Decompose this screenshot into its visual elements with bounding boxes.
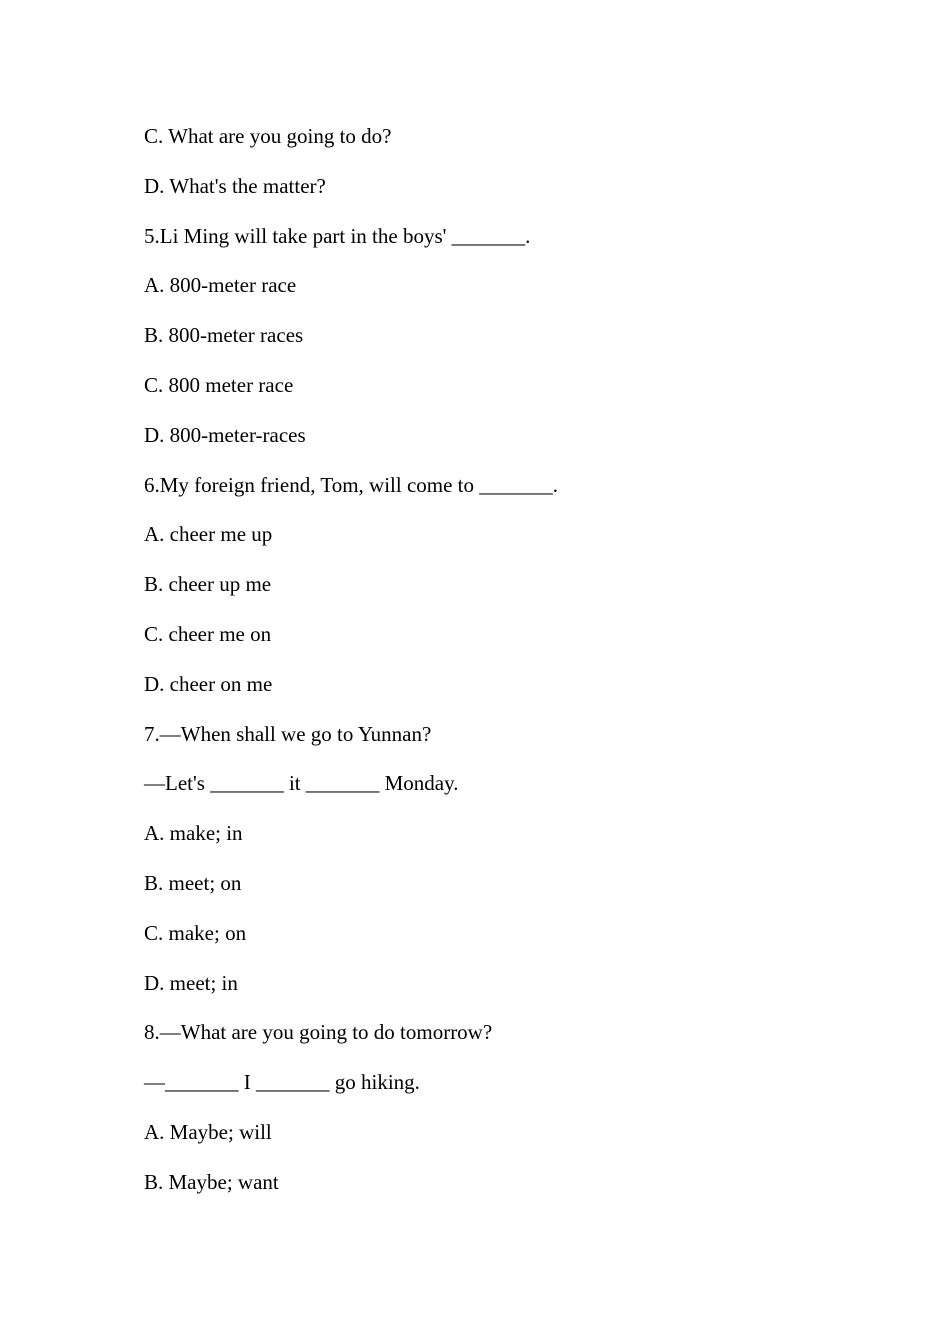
option-5d: D. 800-meter-races	[144, 422, 306, 447]
question-6: 6.My foreign friend, Tom, will come to _______.	[144, 472, 559, 497]
question-5: 5.Li Ming will take part in the boys' _______.	[144, 223, 531, 248]
option-6a: A. cheer me up	[144, 522, 273, 547]
question-7-response: —Let's _______ it _______ Monday.	[144, 771, 459, 796]
question-7: 7.—When shall we go to Yunnan?	[144, 721, 432, 746]
document-page	[144, 122, 864, 1218]
option-6b: B. cheer up me	[144, 572, 272, 597]
option-6d: D. cheer on me	[144, 671, 273, 696]
question-8: 8.—What are you going to do tomorrow?	[144, 1020, 493, 1045]
option-5c: C. 800 meter race	[144, 372, 294, 397]
option-7c: C. make; on	[144, 920, 247, 945]
option-5b: B. 800-meter races	[144, 323, 304, 348]
option-5a: A. 800-meter race	[144, 273, 297, 298]
option-8a: A. Maybe; will	[144, 1119, 272, 1144]
option-7a: A. make; in	[144, 821, 243, 846]
option-7d: D. meet; in	[144, 970, 238, 995]
question-8-response: —_______ I _______ go hiking.	[144, 1070, 420, 1095]
option-4d: D. What's the matter?	[144, 173, 326, 198]
option-4c: C. What are you going to do?	[144, 124, 392, 148]
option-6c: C. cheer me on	[144, 621, 272, 646]
option-8b: B. Maybe; want	[144, 1169, 279, 1194]
option-7b: B. meet; on	[144, 870, 242, 895]
